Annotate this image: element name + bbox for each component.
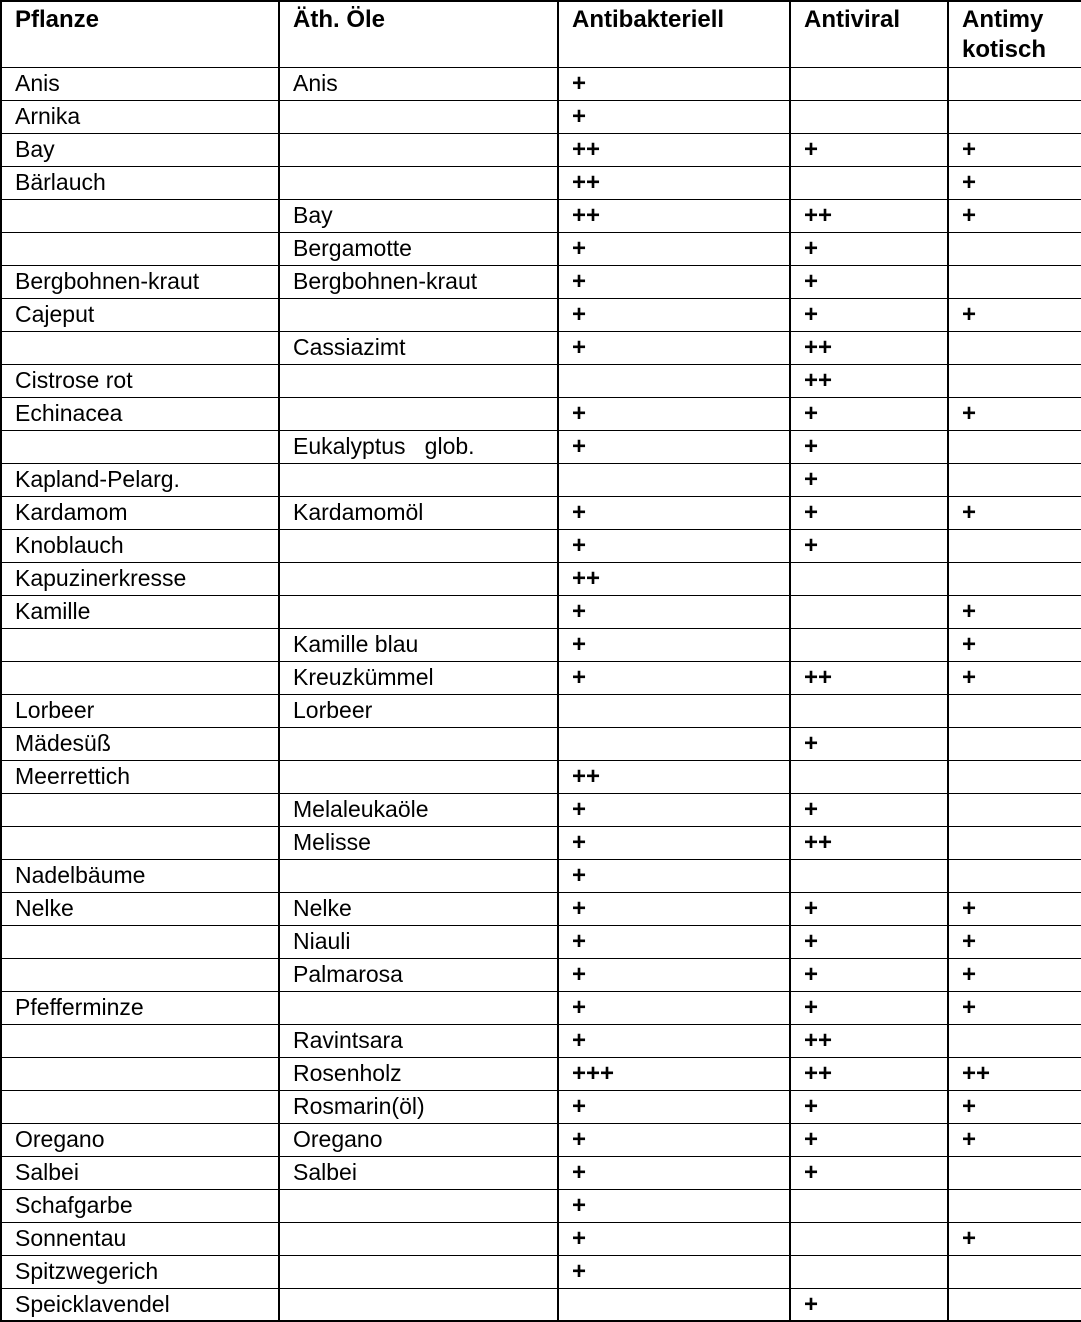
cell-pflanze: Arnika bbox=[1, 100, 279, 133]
cell-aeth-oele bbox=[279, 1288, 558, 1321]
cell-pflanze bbox=[1, 826, 279, 859]
cell-antiviral: + bbox=[790, 298, 948, 331]
cell-antimykotisch bbox=[948, 463, 1081, 496]
cell-aeth-oele: Melisse bbox=[279, 826, 558, 859]
cell-antiviral: + bbox=[790, 727, 948, 760]
cell-antiviral: + bbox=[790, 892, 948, 925]
cell-antibakteriell: + bbox=[558, 661, 790, 694]
cell-antiviral: + bbox=[790, 1123, 948, 1156]
cell-aeth-oele bbox=[279, 100, 558, 133]
cell-aeth-oele: Rosenholz bbox=[279, 1057, 558, 1090]
cell-antiviral bbox=[790, 166, 948, 199]
cell-aeth-oele: Rosmarin(öl) bbox=[279, 1090, 558, 1123]
cell-aeth-oele bbox=[279, 463, 558, 496]
cell-antibakteriell: + bbox=[558, 1090, 790, 1123]
cell-aeth-oele bbox=[279, 1255, 558, 1288]
table-row bbox=[1, 826, 1081, 859]
cell-aeth-oele bbox=[279, 595, 558, 628]
cell-antibakteriell: ++ bbox=[558, 760, 790, 793]
cell-antiviral bbox=[790, 595, 948, 628]
cell-antiviral: + bbox=[790, 463, 948, 496]
cell-antibakteriell: + bbox=[558, 991, 790, 1024]
table-row bbox=[1, 1057, 1081, 1090]
cell-pflanze bbox=[1, 628, 279, 661]
table-row bbox=[1, 496, 1081, 529]
cell-aeth-oele bbox=[279, 727, 558, 760]
table-row bbox=[1, 100, 1081, 133]
cell-pflanze: Bay bbox=[1, 133, 279, 166]
cell-antimykotisch: + bbox=[948, 298, 1081, 331]
cell-aeth-oele bbox=[279, 529, 558, 562]
col-header-pflanze: Pflanze bbox=[1, 1, 279, 67]
cell-aeth-oele: Ravintsara bbox=[279, 1024, 558, 1057]
cell-aeth-oele: Kardamomöl bbox=[279, 496, 558, 529]
cell-antibakteriell bbox=[558, 463, 790, 496]
cell-antiviral: + bbox=[790, 1156, 948, 1189]
col-header-aeth-oele: Äth. Öle bbox=[279, 1, 558, 67]
cell-aeth-oele bbox=[279, 298, 558, 331]
cell-antibakteriell: + bbox=[558, 430, 790, 463]
cell-pflanze bbox=[1, 925, 279, 958]
cell-antimykotisch: + bbox=[948, 199, 1081, 232]
cell-antibakteriell bbox=[558, 694, 790, 727]
cell-antimykotisch: + bbox=[948, 595, 1081, 628]
cell-antibakteriell: + bbox=[558, 529, 790, 562]
cell-antiviral bbox=[790, 694, 948, 727]
cell-antibakteriell: + bbox=[558, 925, 790, 958]
cell-pflanze: Lorbeer bbox=[1, 694, 279, 727]
cell-antiviral bbox=[790, 1222, 948, 1255]
cell-antibakteriell: + bbox=[558, 595, 790, 628]
table-row bbox=[1, 430, 1081, 463]
cell-antibakteriell: ++ bbox=[558, 199, 790, 232]
cell-antibakteriell: + bbox=[558, 1222, 790, 1255]
cell-pflanze: Spitzwegerich bbox=[1, 1255, 279, 1288]
table-row bbox=[1, 1288, 1081, 1321]
cell-aeth-oele bbox=[279, 1189, 558, 1222]
cell-pflanze: Kapland-Pelarg. bbox=[1, 463, 279, 496]
cell-aeth-oele: Eukalyptus glob. bbox=[279, 430, 558, 463]
cell-antiviral bbox=[790, 67, 948, 100]
table-row bbox=[1, 67, 1081, 100]
cell-aeth-oele bbox=[279, 562, 558, 595]
cell-antiviral: + bbox=[790, 958, 948, 991]
table-row bbox=[1, 133, 1081, 166]
table-row bbox=[1, 1255, 1081, 1288]
header-row bbox=[1, 1, 1081, 67]
cell-antiviral bbox=[790, 859, 948, 892]
cell-pflanze bbox=[1, 232, 279, 265]
cell-pflanze bbox=[1, 793, 279, 826]
cell-antimykotisch: + bbox=[948, 991, 1081, 1024]
cell-antibakteriell: + bbox=[558, 100, 790, 133]
cell-antiviral: ++ bbox=[790, 364, 948, 397]
cell-antibakteriell bbox=[558, 364, 790, 397]
cell-antibakteriell: + bbox=[558, 232, 790, 265]
cell-antibakteriell: + bbox=[558, 67, 790, 100]
cell-antimykotisch bbox=[948, 694, 1081, 727]
cell-aeth-oele bbox=[279, 991, 558, 1024]
cell-pflanze bbox=[1, 1024, 279, 1057]
cell-antimykotisch: + bbox=[948, 133, 1081, 166]
table-row bbox=[1, 529, 1081, 562]
cell-antimykotisch bbox=[948, 562, 1081, 595]
cell-antimykotisch: + bbox=[948, 661, 1081, 694]
cell-antiviral: + bbox=[790, 496, 948, 529]
cell-antibakteriell bbox=[558, 1288, 790, 1321]
table-row bbox=[1, 925, 1081, 958]
cell-pflanze bbox=[1, 331, 279, 364]
cell-aeth-oele: Oregano bbox=[279, 1123, 558, 1156]
table-row bbox=[1, 232, 1081, 265]
cell-pflanze: Mädesüß bbox=[1, 727, 279, 760]
cell-antimykotisch bbox=[948, 793, 1081, 826]
cell-antimykotisch bbox=[948, 1189, 1081, 1222]
cell-antimykotisch bbox=[948, 331, 1081, 364]
cell-antimykotisch: + bbox=[948, 166, 1081, 199]
table-row bbox=[1, 1123, 1081, 1156]
cell-antimykotisch: + bbox=[948, 1090, 1081, 1123]
cell-aeth-oele: Lorbeer bbox=[279, 694, 558, 727]
cell-pflanze: Meerrettich bbox=[1, 760, 279, 793]
cell-antiviral: + bbox=[790, 925, 948, 958]
table-row bbox=[1, 760, 1081, 793]
cell-aeth-oele: Bergbohnen-kraut bbox=[279, 265, 558, 298]
table-row bbox=[1, 694, 1081, 727]
cell-pflanze: Echinacea bbox=[1, 397, 279, 430]
cell-antibakteriell: + bbox=[558, 958, 790, 991]
cell-antiviral bbox=[790, 628, 948, 661]
cell-antibakteriell: + bbox=[558, 628, 790, 661]
table-row bbox=[1, 958, 1081, 991]
cell-antimykotisch bbox=[948, 67, 1081, 100]
cell-antibakteriell: ++ bbox=[558, 133, 790, 166]
cell-aeth-oele bbox=[279, 859, 558, 892]
cell-antimykotisch: + bbox=[948, 496, 1081, 529]
cell-antiviral: + bbox=[790, 430, 948, 463]
cell-antimykotisch: + bbox=[948, 958, 1081, 991]
cell-antimykotisch: + bbox=[948, 397, 1081, 430]
cell-aeth-oele: Cassiazimt bbox=[279, 331, 558, 364]
table-row bbox=[1, 991, 1081, 1024]
cell-antimykotisch bbox=[948, 232, 1081, 265]
table-row bbox=[1, 793, 1081, 826]
table-row bbox=[1, 397, 1081, 430]
cell-pflanze: Cajeput bbox=[1, 298, 279, 331]
cell-aeth-oele bbox=[279, 397, 558, 430]
table-row bbox=[1, 859, 1081, 892]
cell-antibakteriell: + bbox=[558, 1156, 790, 1189]
cell-antiviral: ++ bbox=[790, 331, 948, 364]
table-row bbox=[1, 463, 1081, 496]
cell-pflanze: Oregano bbox=[1, 1123, 279, 1156]
table-row bbox=[1, 562, 1081, 595]
cell-pflanze bbox=[1, 199, 279, 232]
cell-pflanze: Knoblauch bbox=[1, 529, 279, 562]
cell-pflanze: Speicklavendel bbox=[1, 1288, 279, 1321]
cell-aeth-oele: Niauli bbox=[279, 925, 558, 958]
cell-pflanze: Kapuzinerkresse bbox=[1, 562, 279, 595]
cell-antimykotisch bbox=[948, 1288, 1081, 1321]
cell-antimykotisch bbox=[948, 100, 1081, 133]
cell-pflanze bbox=[1, 661, 279, 694]
cell-antibakteriell: + bbox=[558, 397, 790, 430]
cell-aeth-oele bbox=[279, 364, 558, 397]
cell-antiviral: + bbox=[790, 133, 948, 166]
cell-antimykotisch: + bbox=[948, 1123, 1081, 1156]
cell-antiviral bbox=[790, 100, 948, 133]
cell-antibakteriell: + bbox=[558, 1024, 790, 1057]
cell-aeth-oele: Salbei bbox=[279, 1156, 558, 1189]
cell-pflanze: Cistrose rot bbox=[1, 364, 279, 397]
cell-antibakteriell: + bbox=[558, 1189, 790, 1222]
cell-antibakteriell: + bbox=[558, 859, 790, 892]
cell-antimykotisch: + bbox=[948, 892, 1081, 925]
table-row bbox=[1, 364, 1081, 397]
cell-antimykotisch bbox=[948, 1156, 1081, 1189]
cell-pflanze: Bärlauch bbox=[1, 166, 279, 199]
cell-antibakteriell: + bbox=[558, 265, 790, 298]
cell-antimykotisch: + bbox=[948, 628, 1081, 661]
cell-pflanze: Sonnentau bbox=[1, 1222, 279, 1255]
cell-antibakteriell: ++ bbox=[558, 166, 790, 199]
cell-antibakteriell: + bbox=[558, 793, 790, 826]
table-row bbox=[1, 727, 1081, 760]
cell-aeth-oele bbox=[279, 760, 558, 793]
cell-aeth-oele bbox=[279, 1222, 558, 1255]
cell-antimykotisch bbox=[948, 529, 1081, 562]
cell-aeth-oele: Bay bbox=[279, 199, 558, 232]
cell-antibakteriell: + bbox=[558, 892, 790, 925]
cell-pflanze: Anis bbox=[1, 67, 279, 100]
cell-antimykotisch: + bbox=[948, 1222, 1081, 1255]
table-row bbox=[1, 331, 1081, 364]
cell-antimykotisch bbox=[948, 364, 1081, 397]
cell-antiviral bbox=[790, 1255, 948, 1288]
cell-antiviral: + bbox=[790, 793, 948, 826]
table-row bbox=[1, 1222, 1081, 1255]
cell-pflanze bbox=[1, 958, 279, 991]
cell-antiviral: + bbox=[790, 232, 948, 265]
table-row bbox=[1, 661, 1081, 694]
cell-antiviral: + bbox=[790, 991, 948, 1024]
cell-aeth-oele: Anis bbox=[279, 67, 558, 100]
col-header-antiviral: Antiviral bbox=[790, 1, 948, 67]
cell-antimykotisch bbox=[948, 826, 1081, 859]
cell-antimykotisch bbox=[948, 727, 1081, 760]
table-row bbox=[1, 1024, 1081, 1057]
cell-pflanze bbox=[1, 1090, 279, 1123]
cell-antibakteriell: + bbox=[558, 1255, 790, 1288]
cell-antiviral: ++ bbox=[790, 826, 948, 859]
table-row bbox=[1, 298, 1081, 331]
cell-antibakteriell: + bbox=[558, 298, 790, 331]
cell-pflanze: Nelke bbox=[1, 892, 279, 925]
cell-pflanze: Schafgarbe bbox=[1, 1189, 279, 1222]
cell-antiviral: + bbox=[790, 265, 948, 298]
cell-aeth-oele: Kreuzkümmel bbox=[279, 661, 558, 694]
cell-antimykotisch: ++ bbox=[948, 1057, 1081, 1090]
cell-antimykotisch bbox=[948, 859, 1081, 892]
cell-antimykotisch: + bbox=[948, 925, 1081, 958]
table-row bbox=[1, 595, 1081, 628]
table-row bbox=[1, 1090, 1081, 1123]
cell-aeth-oele: Palmarosa bbox=[279, 958, 558, 991]
cell-antibakteriell: + bbox=[558, 496, 790, 529]
cell-antiviral: + bbox=[790, 1288, 948, 1321]
cell-aeth-oele: Melaleukaöle bbox=[279, 793, 558, 826]
cell-pflanze: Bergbohnen-kraut bbox=[1, 265, 279, 298]
cell-pflanze bbox=[1, 430, 279, 463]
cell-pflanze: Kamille bbox=[1, 595, 279, 628]
cell-antiviral: ++ bbox=[790, 661, 948, 694]
cell-antibakteriell: +++ bbox=[558, 1057, 790, 1090]
cell-antibakteriell: + bbox=[558, 331, 790, 364]
cell-antiviral bbox=[790, 562, 948, 595]
cell-pflanze: Nadelbäume bbox=[1, 859, 279, 892]
cell-antiviral: ++ bbox=[790, 1057, 948, 1090]
table-row bbox=[1, 265, 1081, 298]
table-row bbox=[1, 1156, 1081, 1189]
cell-antiviral: + bbox=[790, 529, 948, 562]
cell-aeth-oele bbox=[279, 133, 558, 166]
table-row bbox=[1, 628, 1081, 661]
table-header bbox=[1, 1, 1081, 67]
cell-pflanze: Kardamom bbox=[1, 496, 279, 529]
cell-antibakteriell bbox=[558, 727, 790, 760]
cell-aeth-oele: Nelke bbox=[279, 892, 558, 925]
cell-pflanze bbox=[1, 1057, 279, 1090]
cell-antiviral: ++ bbox=[790, 1024, 948, 1057]
cell-antibakteriell: + bbox=[558, 1123, 790, 1156]
cell-pflanze: Pfefferminze bbox=[1, 991, 279, 1024]
cell-antiviral: + bbox=[790, 397, 948, 430]
cell-antiviral bbox=[790, 760, 948, 793]
cell-antimykotisch bbox=[948, 430, 1081, 463]
col-header-antimykotisch: Antimy kotisch bbox=[948, 1, 1081, 67]
table-row bbox=[1, 892, 1081, 925]
table-row bbox=[1, 166, 1081, 199]
table-body bbox=[1, 67, 1081, 1321]
cell-antibakteriell: ++ bbox=[558, 562, 790, 595]
cell-antimykotisch bbox=[948, 265, 1081, 298]
table-row bbox=[1, 199, 1081, 232]
cell-aeth-oele: Bergamotte bbox=[279, 232, 558, 265]
cell-antimykotisch bbox=[948, 1255, 1081, 1288]
cell-antiviral bbox=[790, 1189, 948, 1222]
cell-pflanze: Salbei bbox=[1, 1156, 279, 1189]
cell-antimykotisch bbox=[948, 1024, 1081, 1057]
table-row bbox=[1, 1189, 1081, 1222]
cell-antimykotisch bbox=[948, 760, 1081, 793]
cell-aeth-oele: Kamille blau bbox=[279, 628, 558, 661]
cell-antiviral: ++ bbox=[790, 199, 948, 232]
cell-antibakteriell: + bbox=[558, 826, 790, 859]
col-header-antibakteriell: Antibakteriell bbox=[558, 1, 790, 67]
cell-antiviral: + bbox=[790, 1090, 948, 1123]
cell-aeth-oele bbox=[279, 166, 558, 199]
